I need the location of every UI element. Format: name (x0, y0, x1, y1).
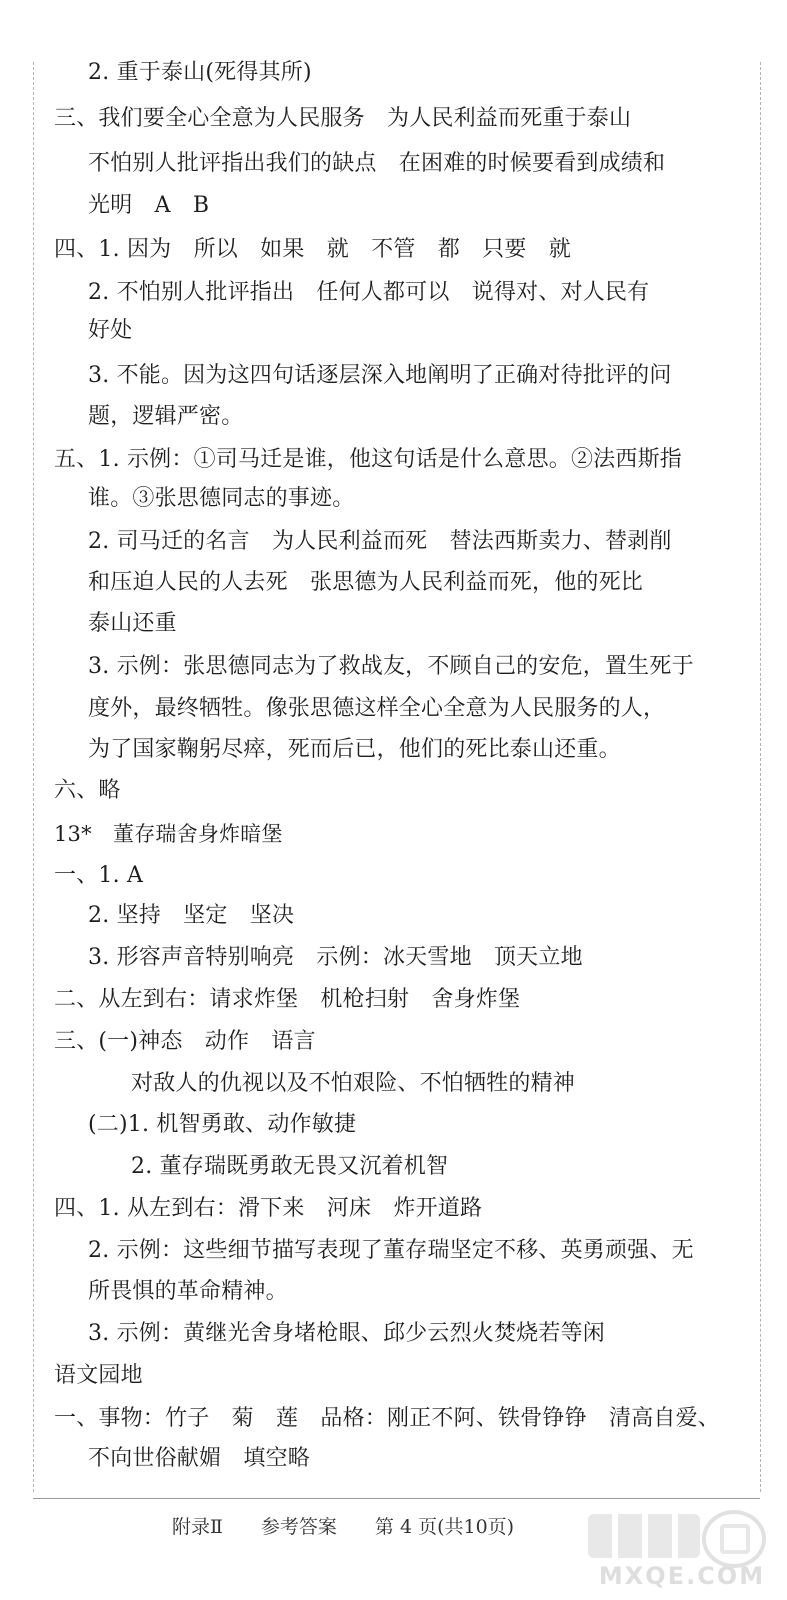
right-margin-rule (760, 62, 761, 1492)
answer-line: 三、(一)神态 动作 语言 (54, 1029, 316, 1054)
answer-line: 2. 坚持 坚定 坚决 (88, 903, 295, 928)
answer-line: (二)1. 机智勇敢、动作敏捷 (88, 1112, 357, 1137)
answer-line: 2. 不怕别人批评指出 任何人都可以 说得对、对人民有 (88, 280, 650, 305)
watermark-logo-icon (588, 1514, 700, 1558)
site-watermark (584, 1506, 780, 1592)
answer-line: 泰山还重 (88, 611, 177, 636)
answer-line: 所畏惧的革命精神。 (88, 1279, 288, 1304)
answer-line: 2. 董存瑞既勇敢无畏又沉着机智 (131, 1154, 449, 1179)
answer-line: 3. 示例：黄继光舍身堵枪眼、邱少云烈火焚烧若等闲 (88, 1321, 605, 1346)
answer-line: 五、1. 示例：①司马迁是谁，他这句话是什么意思。②法西斯指 (54, 447, 682, 472)
answer-line: 二、从左到右：请求炸堡 机枪扫射 舍身炸堡 (54, 987, 521, 1012)
answer-line: 不向世俗献媚 填空略 (88, 1446, 311, 1471)
answer-line: 不怕别人批评指出我们的缺点 在困难的时候要看到成绩和 (88, 151, 666, 176)
answer-line: 好处 (88, 318, 133, 343)
answer-line: 四、1. 从左到右：滑下来 河床 炸开道路 (54, 1196, 483, 1221)
answer-line: 和压迫人民的人去死 张思德为人民利益而死，他的死比 (88, 570, 644, 595)
answer-line: 2. 示例：这些细节描写表现了董存瑞坚定不移、英勇顽强、无 (88, 1238, 694, 1263)
answer-line: 3. 不能。因为这四句话逐层深入地阐明了正确对待批评的问 (88, 363, 672, 388)
answer-line: 2. 重于泰山(死得其所) (88, 60, 312, 85)
left-margin-rule (33, 62, 34, 1492)
answer-line: 为了国家鞠躬尽瘁，死而后已，他们的死比泰山还重。 (88, 737, 621, 762)
answer-line: 谁。③张思德同志的事迹。 (88, 486, 355, 511)
answer-line: 一、1. A (54, 863, 144, 888)
lesson-heading: 13* 董存瑞舍身炸暗堡 (54, 822, 283, 846)
answer-line: 光明 A B (88, 193, 210, 218)
answer-line: 度外，最终牺牲。像张思德这样全心全意为人民服务的人， (88, 696, 666, 721)
page-footer: 附录Ⅱ 参考答案 第 4 页(共10页) (172, 1516, 515, 1538)
answer-line: 三、我们要全心全意为人民服务 为人民利益而死重于泰山 (54, 106, 632, 131)
answer-line: 3. 形容声音特别响亮 示例：冰天雪地 顶天立地 (88, 945, 583, 970)
answer-line: 六、略 (54, 778, 121, 803)
answer-line: 对敌人的仇视以及不怕艰险、不怕牺牲的精神 (131, 1071, 576, 1096)
answer-line: 四、1. 因为 所以 如果 就 不管 都 只要 就 (54, 237, 571, 262)
answer-line: 题，逻辑严密。 (88, 404, 244, 429)
footer-rule (33, 1498, 760, 1499)
watermark-seal-icon (702, 1510, 766, 1568)
answer-line: 一、事物：竹子 菊 莲 品格：刚正不阿、铁骨铮铮 清高自爱、 (54, 1406, 721, 1431)
watermark-text: MXQE.COM (598, 1562, 766, 1590)
answer-line: 2. 司马迁的名言 为人民利益而死 替法西斯卖力、替剥削 (88, 529, 672, 554)
answer-line: 3. 示例：张思德同志为了救战友，不顾自己的安危，置生死于 (88, 654, 694, 679)
section-heading: 语文园地 (54, 1363, 143, 1388)
